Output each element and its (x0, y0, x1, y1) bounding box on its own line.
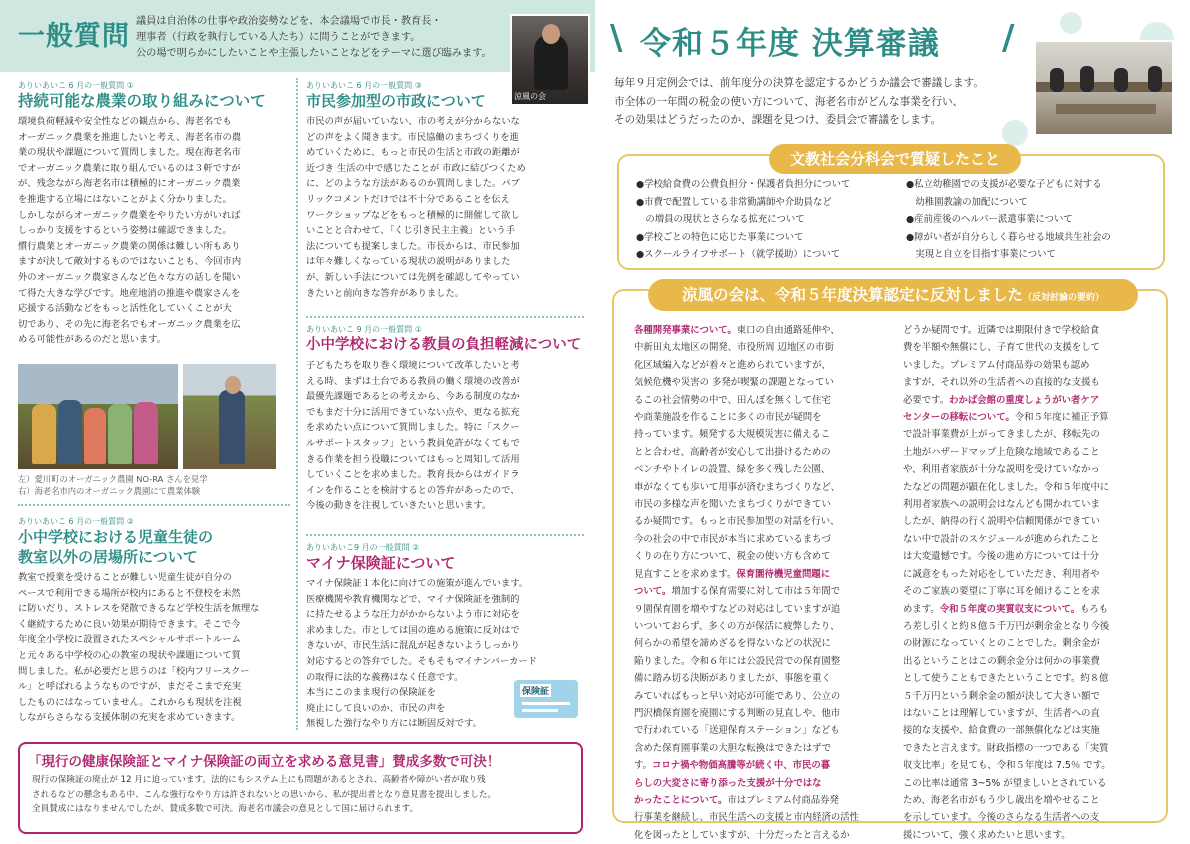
body-text: そのご家族の要望に丁寧に耳を傾けることを求 (903, 586, 1100, 598)
body-line (634, 409, 889, 426)
body-line (903, 618, 1158, 635)
body-text: ベンチやトイレの設置、緑を多く残した公園、 (634, 464, 831, 476)
farm-photo-left (18, 364, 178, 469)
body-line: 慣行農業とオーガニック農業の関係は難しい所もあり (18, 240, 241, 252)
body-line: マイナ保険証１本化に向けての施策が進んでいます。 (306, 578, 529, 589)
body-text: 何らかの希望を諦めざるを得ないなどの状況に (634, 638, 831, 650)
body-line (903, 409, 1158, 426)
body-line (903, 566, 1158, 583)
body-line (634, 357, 889, 374)
body-line: て得た大きな学びです。地産地消の推進や農家さんを (18, 287, 241, 299)
body-line: したものにはなっていません。これからも現状を注視 (18, 696, 242, 708)
page-title-settlement: 令和５年度 決算審議 (640, 26, 940, 62)
body-line: どの声をよく聞きます。市民協働のまちづくりを進 (306, 131, 519, 143)
body-text: 門沢橋保育園を廃園にする判断の見直しや、他市 (634, 707, 841, 719)
body-text: 備に踏み切る決断がありましたが、事態を重く (634, 673, 831, 685)
highlight-text: 各種開発事業について。 (634, 325, 737, 336)
body-line (903, 740, 1158, 757)
body-text: 費を半額や無償にし、子育て世代の支援をして (903, 342, 1100, 354)
body-line (634, 339, 889, 356)
body-line: を推進する立場にはないことがよく分かりました。 (18, 193, 232, 205)
section-teacher-burden (306, 324, 584, 514)
body-line: きないが、市民生活に混乱が起きないようしっかり (306, 640, 520, 652)
body-line (634, 531, 889, 548)
body-text: できたと言えます。財政指標の一つである「実質 (903, 742, 1109, 754)
card-label: 保険証 (520, 684, 551, 697)
body-line: と元々ある中学校の心の教室の現状や課題について質 (18, 649, 241, 661)
question-item: 幼稚園教諭の加配について (906, 196, 1028, 208)
intro-line: 公の場で明らかにしたいことや主張したいことなどをテーマに選び臨みます。 (136, 48, 492, 59)
body-line (903, 757, 1158, 774)
body-text: ため、海老名市がもう少し歳出を増やせること (903, 794, 1100, 806)
body-line: でオーガニック農業に取り組んでいるのは３軒ですが (18, 162, 241, 174)
left-intro (136, 14, 516, 62)
section-title: マイナ保険証について (306, 554, 456, 572)
body-line: 業の現状や課題について質問しました。現在海老名市 (18, 147, 241, 159)
body-text: るか疑問です。もっと市民参加型の対話を行い、 (634, 516, 840, 528)
opinion-body (32, 773, 572, 817)
section-tag: ありいあいこ 9 月の一般質問 ① (306, 325, 422, 334)
opinion-line: 現行の保険証の廃止が 12 月に迫っています。法的にもシステム上にも問題があるとされ、高齢者や障がい者が取り残 (32, 775, 486, 785)
body-line: インを作ることを検討するとの答弁があったので、 (306, 484, 520, 496)
body-text: 気候危機や災害の 多発が喫緊の課題となってい (634, 377, 834, 389)
section-citizen-participation (306, 80, 584, 301)
body-text: ない中で設計のスケジュールが進められたこと (903, 533, 1100, 545)
body-text: 接的な支援や、給食費の一部無償化などは実施 (903, 725, 1100, 737)
body-line (634, 548, 889, 565)
highlight-text: 令和５年度の実質収支について。 (939, 603, 1081, 615)
question-item: ●障がい者が自分らしく暮らせる地域共生社会の (906, 231, 1111, 243)
body-line (634, 809, 889, 826)
question-list-col1 (636, 176, 906, 264)
body-line (634, 461, 889, 478)
photo-caption: 涼風の会 (514, 92, 546, 101)
body-line (634, 583, 889, 600)
intro-line: 議員は自治体の仕事や政治姿勢などを、本会議場で市長・教育長・ (136, 16, 442, 27)
body-line (903, 827, 1158, 844)
opposition-label (648, 279, 1138, 311)
body-line (903, 513, 1158, 530)
body-line: 医療機関や教育機関などで、マイナ保険証を強制的 (306, 593, 520, 605)
intro-line: 市全体の一年間の税金の使い方について、海老名市がどんな事業を行い、 (614, 95, 964, 108)
section-body (306, 114, 584, 301)
section-body (18, 114, 293, 348)
section-tag: ありいあいこ9 月の一般質問 ② (306, 543, 420, 552)
body-line: ますが決して敵対するものではないことも、今回市内 (18, 256, 242, 268)
body-text: 行事業を継続し、市民生活への支援と市内経済の活性 (634, 812, 860, 824)
caption-line: 右）海老名市内のオーガニック農園にて農業体験 (18, 486, 201, 496)
body-line: に防いだり、ストレスを発散できるなど学校生活を無理な (18, 603, 260, 615)
section-title: 小中学校における教員の負担軽減について (306, 337, 582, 353)
body-line (903, 357, 1158, 374)
body-text: 持っています。頻発する大規模災害に備えるこ (634, 429, 831, 441)
body-line: 教室で授業を受けることが難しい児童生徒が自分の (18, 572, 232, 583)
body-text: で設計事業費が上がってきましたが、移転先の (903, 429, 1100, 441)
intro-line: 毎年９月定例会では、前年度分の決算を認定するかどうか議会で審議します。 (614, 77, 984, 89)
body-line: 近づき 生活の中で感じたことが 市政に結びつくため (306, 162, 526, 174)
body-text: の財源になっていくとのことでした。剰余金が (903, 638, 1100, 650)
body-line: 問しました。私が必要だと思うのは「校内フリースクー (18, 665, 250, 677)
body-line (903, 374, 1158, 391)
opinion-line: されるなどの懸念もある中、こんな強行なやり方は許されないとの思いから、私が提出者となり意見書を提出しました。 (32, 789, 497, 800)
body-line: 対応するとの答弁でした。そもそもマイナンバーカード (306, 655, 537, 667)
body-line: きたいと前向きな答弁がありました。 (306, 287, 465, 299)
body-line (634, 444, 889, 461)
body-text: みていればもっと早い対応が可能であり、公立の (634, 690, 841, 702)
body-text: 市はプレミアム付商品券発 (727, 794, 839, 806)
body-line: 子どもたちを取り巻く環境について改革したいと考 (306, 360, 520, 371)
section-title: 市民参加型の市政について (306, 92, 486, 110)
body-text: めます。 (903, 603, 940, 615)
body-line (634, 722, 889, 739)
body-line (634, 827, 889, 844)
body-line (634, 566, 889, 583)
body-text: 化区域編入などが着々と進められていますが、 (634, 359, 831, 371)
section-divider (306, 316, 584, 318)
body-line: に持たせるような圧力がかからないよう市に対応を (306, 609, 520, 621)
body-line: が、残念ながら海老名市は積極的にオーガニック農業 (18, 178, 241, 190)
body-line (903, 688, 1158, 705)
body-line: が、新しい手法については先例を確認してやってい (306, 271, 520, 283)
highlight-text: センターの移転について。 (903, 412, 1015, 424)
section-title: 持続可能な農業の取り組みについて (18, 92, 266, 110)
body-line: 市民の声が届いていない、市の考えが分からないな (306, 116, 520, 127)
body-text: 含めた保育園事業の大胆な転換はできたはずで (634, 742, 832, 754)
opposition-text-col1 (634, 322, 889, 844)
body-text: ５千万円という剰余金の額が決して大きい額で (903, 690, 1100, 702)
body-line (634, 705, 889, 722)
body-line: リックコメントだけでは不十分であることを伝え (306, 193, 510, 205)
body-text: 必要です。 (903, 394, 950, 406)
body-line (903, 722, 1158, 739)
body-line (903, 392, 1158, 409)
body-line: える時、まずは土台である教員の働く環境の改善が (306, 375, 520, 387)
photo-captions (18, 473, 208, 497)
body-line (634, 775, 889, 792)
body-text: 土地がハザードマップ上危険な地域であること (903, 446, 1100, 458)
body-text: はないことは理解していますが、生活者への直 (903, 707, 1100, 719)
body-text: くりの在り方について、税金の使い方も含めて (634, 551, 831, 563)
body-text: 利用者家族への説明会はなんども開かれていま (903, 499, 1100, 511)
body-line (634, 322, 889, 339)
body-text: 中新田丸太地区の開発、市役所周 辺地区の市街 (634, 342, 834, 354)
section-school-places (18, 516, 293, 726)
body-line (903, 322, 1158, 339)
section-agriculture (18, 80, 293, 348)
highlight-text: らしの大変さに寄り添った支援が十分ではな (634, 777, 822, 789)
body-text: 出るということはこの剰余金分は何かの事業費 (903, 655, 1100, 667)
body-text: 収支比率」を見ても、令和５年度は 7.5％ です。 (903, 760, 1111, 772)
opposition-label-main: 涼風の会は、令和５年度決算認定に反対しました (681, 286, 1023, 304)
opposition-label-small: （反対討論の要約） (1023, 293, 1105, 303)
page-title-general-questions: 一般質問 (18, 21, 130, 52)
body-line (903, 809, 1158, 826)
body-line (634, 601, 889, 618)
body-line: でもまだ十分に活用できていない点や、更なる拡充 (306, 406, 520, 418)
highlight-text: コロナ禍や物価高騰等が続く中、市民の暮 (652, 760, 831, 772)
body-line: ルサポートスタッフ」という教員免許がなくてもで (306, 437, 520, 449)
section-tag: ありいあいこ 6 月の一般質問 ② (18, 517, 134, 526)
body-text: いました。プレミアム付商品券の効果も認め (903, 359, 1090, 371)
section-body (306, 358, 584, 514)
intro-line: 理事者（行政を執行している人たち）に問うことができます。 (136, 32, 421, 43)
section-tag: ありいあいこ 6 月の一般質問 ③ (306, 81, 422, 90)
insurance-card-icon (514, 680, 578, 718)
body-line: に、どのような方法があるのか質問しました。パブ (306, 178, 520, 190)
highlight-text: ついて。 (634, 586, 672, 598)
body-line (903, 635, 1158, 652)
body-line: 最優先課題であるとの考えから、今ある制度のなか (306, 391, 520, 403)
body-line: 無視した強行なやり方には断固反対です。 (306, 718, 482, 730)
body-line: しながらさらなる支援体制の充実を求めていきます。 (18, 712, 241, 724)
section-title-line: 教室以外の居場所について (18, 548, 198, 566)
body-line: 求めました。市としては国の進める施策に反対はで (306, 624, 520, 636)
committee-questions-label: 文教社会分科会で質疑したこと (769, 144, 1021, 174)
body-line (903, 496, 1158, 513)
body-line (634, 688, 889, 705)
body-line: 応援する活動などをもっと活性化していくことが大 (18, 303, 232, 315)
body-line (903, 792, 1158, 809)
highlight-text: 保育園待機児童問題に (736, 568, 831, 580)
question-item: ●学校ごとの特色に応じた事業について (636, 231, 804, 243)
highlight-text: かったことについて。 (634, 794, 728, 806)
body-line: 廃止にして良いのか、市民の声を (306, 702, 446, 714)
body-text: 車がなくても歩いて用事が済むまちづくりなど、 (634, 481, 841, 493)
section-divider (18, 504, 290, 506)
body-text: ますが、それ以外の生活者への直接的な支援も (903, 377, 1100, 389)
body-line: 切であり、その先に海老名でもオーガニック農業を広 (18, 318, 241, 330)
question-item: ●スクールライフサポート（就学援助）について (636, 249, 841, 260)
body-line (634, 653, 889, 670)
body-line (903, 479, 1158, 496)
highlight-text: わかば会館の重度しょうがい者ケア (949, 394, 1100, 406)
body-line (903, 531, 1158, 548)
opposition-text-col2 (903, 322, 1158, 844)
body-line (634, 757, 889, 774)
right-intro (614, 74, 1044, 130)
body-text: を示しています。今後のさらなる生活者への支 (903, 812, 1100, 824)
column-divider (296, 78, 298, 730)
body-line (634, 496, 889, 513)
body-text: で行われている「送迎保育ステーション」なども (634, 725, 840, 737)
body-line (634, 374, 889, 391)
body-line: きる作業を担う役職についてはもっと周知して活用 (306, 453, 520, 465)
question-item: の増員の現状とさらなる拡充について (636, 214, 805, 225)
body-text: いついておらず、多くの方が保活に疲弊したり、 (634, 620, 840, 632)
farm-photo-right (183, 364, 276, 469)
body-line (634, 618, 889, 635)
body-text: どうか疑問です。近隣では期限付きで学校給食 (903, 325, 1100, 336)
body-text: ９園保育園を増やすなどの対応はしていますが追 (634, 603, 841, 615)
body-text: 化を図ったとしていますが、十分だったと言えるか (634, 829, 850, 841)
question-item: ●市費で配置している非常勤講師や介助員など (636, 196, 832, 208)
body-line: を求めたい点について質問しました。特に「スクー (306, 422, 520, 434)
body-line: しかしながらオーガニック農業をやりたい方がいれば (18, 209, 241, 221)
body-line (903, 339, 1158, 356)
body-line (634, 792, 889, 809)
opinion-title: 「現行の健康保険証とマイナ保険証の両立を求める意見書」賛成多数で可決！ (24, 750, 504, 770)
body-text: 今の社会の中で市民が本当に求めているまちづ (634, 533, 831, 545)
title-slash-left: \ (610, 18, 623, 58)
question-item: 実現と自立を目指す事業について (906, 249, 1056, 260)
body-line (903, 444, 1158, 461)
body-line: めていくために、もっと市民の生活と市政の距離が (306, 147, 520, 159)
body-text: 見直すことを求めます。 (634, 568, 737, 580)
body-text: 令和５年度に補正予算 (1014, 412, 1109, 424)
body-line: オーガニック農業を推進したいと考え、海老名市の農 (18, 131, 242, 143)
decor-bubble (1060, 12, 1082, 34)
body-line: ペースで利用できる場所が校内にあると不登校を未然 (18, 587, 241, 599)
body-text: す。 (634, 760, 652, 772)
body-text: 陥りました。令和６年には公設民営での保育園整 (634, 655, 841, 667)
body-line: 今後の動きを注視していきたいと思います。 (306, 500, 492, 512)
body-text: したが、納得の行く説明や信頼関係ができてい (903, 516, 1100, 528)
body-line (634, 740, 889, 757)
body-line: の取得に法的な義務はなく任意です。 (306, 671, 464, 683)
council-photo (1034, 40, 1174, 136)
body-text: 市民の多様な声を聞いたまちづくりができてい (634, 499, 831, 511)
body-text: は大変遺憾です。今後の進め方については十分 (903, 551, 1099, 563)
body-line: は年々難しくなっている現状の説明がありました (306, 256, 511, 268)
opinion-line: 全員賛成にはなりませんでしたが、賛成多数で可決。海老名市議会の意見として国に届けられます。 (32, 804, 419, 814)
section-divider (306, 534, 584, 536)
body-line (903, 426, 1158, 443)
body-line (634, 392, 889, 409)
body-line (903, 705, 1158, 722)
body-line: 法についても提案しました。市長からは、市民参加 (306, 240, 520, 252)
body-text: この比率は通常 3~5% が望ましいとされている (903, 777, 1107, 789)
body-text: に誠意をもった対応をしていただき、利用者や (903, 568, 1100, 580)
body-text: ろ差し引くと約８億５千万円が剰余金となり今後 (903, 620, 1110, 632)
body-line (634, 426, 889, 443)
section-tag: ありいあいこ 6 月の一般質問 ① (18, 81, 134, 90)
title-slash-right: / (1002, 18, 1015, 58)
body-line (634, 635, 889, 652)
body-text: 援について、強く求めたいと思います。 (903, 829, 1071, 841)
body-line: ワークショップなどをもっと積極的に開催して欲し (306, 209, 520, 221)
body-text: や、利用者家族が十分な説明を受けていなかっ (903, 464, 1100, 476)
body-line (634, 513, 889, 530)
body-line (903, 601, 1158, 618)
section-title-line: 小中学校における児童生徒の (18, 528, 214, 546)
caption-line: 左）愛川町のオーガニック農園 NO-RA さんを見学 (18, 474, 208, 484)
body-line (903, 548, 1158, 565)
body-line: いことと合わせて、「くじ引き民主主義」という手 (306, 225, 515, 237)
body-line (634, 479, 889, 496)
body-text: るこの社会情勢の中で、田んぼを無くして住宅 (634, 394, 831, 406)
body-line: く継続するために良い効果が期待できます。そこで今 (18, 618, 241, 630)
question-item: ●私立幼稚園での支援が必要な子どもに対する (906, 179, 1102, 190)
body-line: 年度全小学校に設置されたスペシャルサポートルーム (18, 634, 241, 646)
body-text: もろも (1080, 603, 1109, 615)
body-line (903, 653, 1158, 670)
question-item: ●学校給食費の公費負担分・保護者負担分について (636, 179, 851, 190)
body-line: める可能性があるのだと思います。 (18, 334, 167, 346)
body-line: していくことを求めました。教育長からはガイドラ (306, 469, 520, 481)
question-item: ●産前産後のヘルパー派遣事業について (906, 214, 1073, 225)
body-line: 本当にこのまま現行の保険証を (306, 687, 437, 699)
body-line (903, 775, 1158, 792)
body-line (903, 583, 1158, 600)
question-list-col2 (906, 176, 1162, 264)
body-text: や商業施設を作ることに多くの市民が疑問を (634, 412, 822, 424)
body-text: 東口の自由通路延伸や、 (736, 325, 840, 336)
body-line (634, 670, 889, 687)
body-text: とと合わせ、高齢者が安心して出掛けるための (634, 446, 831, 458)
body-line: 外のオーガニック農家さんなど色々な方の話しを聞い (18, 271, 241, 283)
body-line: ル」と呼ばれるようなものですが、まだそこまで充実 (18, 681, 242, 693)
body-line: しっかり支援をするという姿勢は確認できました。 (18, 225, 232, 237)
body-line (903, 670, 1158, 687)
body-line: 環境負荷軽減や安全性などの観点から、海老名でも (18, 116, 232, 127)
body-text: たなどの問題が顕在化しました。令和５年度中に (903, 481, 1110, 493)
body-text: として使うこともできたということです。約８億 (903, 673, 1109, 685)
body-text: 増加する保育需要に対して市は５年間で (671, 586, 841, 598)
intro-line: その効果はどうだったのか、課題を見つけ、委員会で審議をします。 (614, 114, 942, 126)
body-line (903, 461, 1158, 478)
section-body (18, 570, 293, 726)
